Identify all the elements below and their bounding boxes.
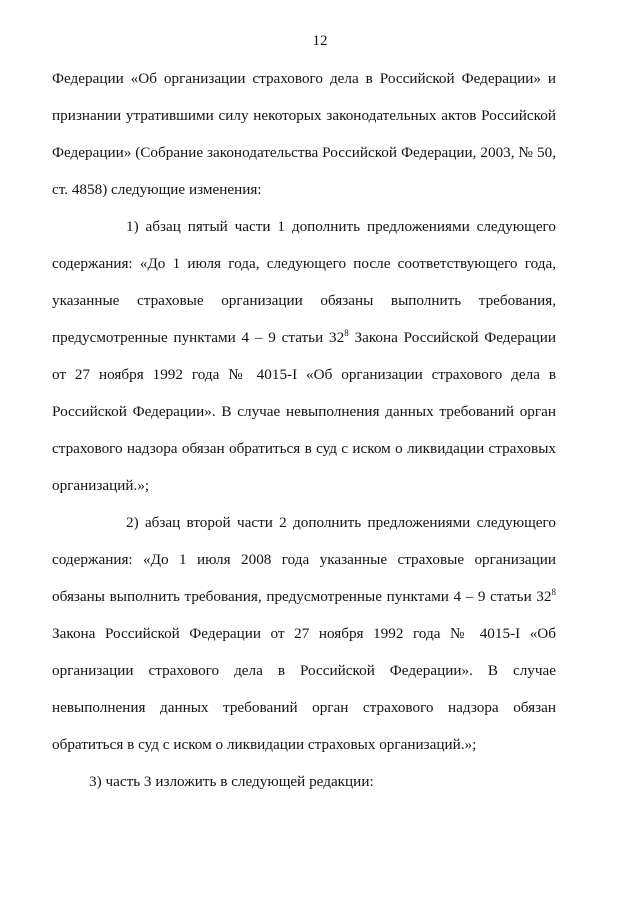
intro-paragraph: Федерации «Об организации страхового дела в Российской Федерации» и признании утратившими силу некоторых законодательных актов Российской Федерации» (Собрание законодательства Российской Федерации, 2003, № 50, ст. 4858) следующие изменения: <box>52 70 556 198</box>
item-2-number: 2) <box>126 514 139 531</box>
list-item-2 <box>52 504 556 763</box>
item-2-superscript: 8 <box>551 587 556 597</box>
list-item-1 <box>52 208 556 504</box>
page-number: 12 <box>312 33 328 49</box>
item-2-text-a: абзац второй части 2 дополнить предложениями следующего содержания: «До 1 июля 2008 года указанные страховые организации обязаны выполнить требования, предусмотренные пунктами 4 – 9 статьи 32 <box>52 514 556 605</box>
item-1-text-b: Закона Российской Федерации от 27 ноября 1992 года № 4015-I «Об организации страхового дела в Российской Федерации». В случае невыполнения данных требований орган страхового надзора обязан обратиться в суд с иском о ликвидации страховых организаций.»; <box>52 329 556 494</box>
item-1-number: 1) <box>126 218 139 235</box>
document-body <box>52 60 556 800</box>
item-1-text-a: абзац пятый части 1 дополнить предложениями следующего содержания: «До 1 июля года, следующего после соответствующего года, указанные страховые организации обязаны выполнить требования, предусмотренные пунктами 4 – 9 статьи 32 <box>52 218 556 346</box>
list-item-3: 3) часть 3 изложить в следующей редакции: <box>89 773 374 790</box>
item-1-superscript: 8 <box>344 328 349 338</box>
item-2-text-b: Закона Российской Федерации от 27 ноября 1992 года № 4015-I «Об организации страхового дела в Российской Федерации». В случае невыполнения данных требований орган страхового надзора обязан обратиться в суд с иском о ликвидации страховых организаций.»; <box>52 625 556 753</box>
